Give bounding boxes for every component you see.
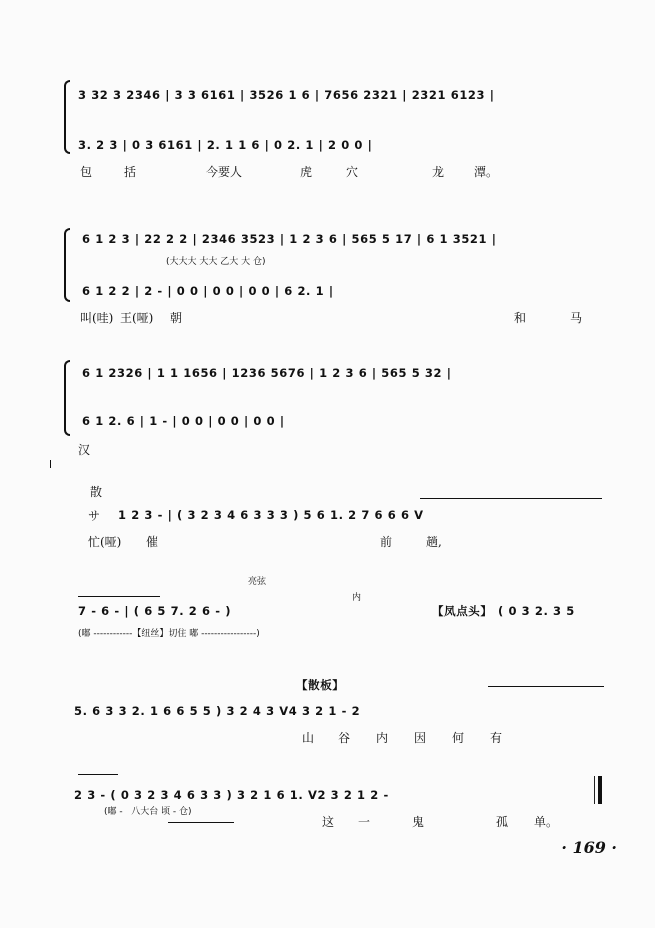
- system2-percussion: (大大大 大大 乙大 大 仓): [166, 257, 266, 267]
- sanban-slur: [488, 686, 604, 687]
- final-barline-thin: [594, 776, 595, 804]
- system2-lyric-3: 朝: [170, 311, 183, 325]
- last-slur: [78, 774, 118, 775]
- system3-lower-staff: 6 1 2. 6 | 1 - | 0 0 | 0 0 | 0 0 |: [82, 414, 285, 428]
- feng-dian-tou-label: 【凤点头】: [432, 604, 493, 618]
- system1-lower-staff: 3. 2 3 | 0 3 6161 | 2. 1 1 6 | 0 2. 1 | 2 0 0 |: [78, 138, 373, 152]
- last-lyric-1: 这: [322, 815, 335, 829]
- san-notes: 1 2 3 - | ( 3 2 3 4 6 3 3 3 ) 5 6 1. 2 7 6 6 6 V: [118, 508, 424, 522]
- last-notes: 2 3 - ( 0 3 2 3 4 6 3 3 ) 3 2 1 6 1. V2 3 2 1 2 -: [74, 788, 389, 802]
- san-label: 散: [90, 485, 103, 499]
- system1-lyric-3: 今要人: [206, 165, 243, 179]
- system2-lyric-4: 和: [514, 311, 527, 325]
- nei-label: 内: [352, 593, 362, 603]
- system1-lyric-5: 穴: [346, 165, 359, 179]
- sanban-lyric-2: 谷: [338, 731, 351, 745]
- final-barline-thick: [598, 776, 602, 804]
- system3-lyric-1: 汉: [78, 443, 91, 457]
- system2-lower-staff: 6 1 2 2 | 2 - | 0 0 | 0 0 | 0 0 | 6 2. 1 |: [82, 284, 334, 298]
- system1-upper-staff: 3 32 3 2346 | 3 3 6161 | 3526 1 6 | 7656 2321 | 2321 6123 |: [78, 88, 495, 102]
- sanban-label: 【散板】: [296, 678, 345, 692]
- last-lyric-5: 单。: [534, 815, 559, 829]
- page-number: · 169 ·: [561, 838, 617, 857]
- system1-lyric-1: 包: [80, 165, 93, 179]
- sanban-lyric-6: 有: [490, 731, 503, 745]
- liangxian-slur: [78, 596, 160, 597]
- system2-lyric-5: 马: [570, 311, 583, 325]
- system1-lyric-6: 龙: [432, 165, 445, 179]
- last-lyric-4: 孤: [496, 815, 509, 829]
- system2-lyric-1: 叫(哇): [80, 311, 114, 325]
- san-lyric-3: 前: [380, 535, 393, 549]
- liangxian-notes: 7 - 6 - | ( 6 5 7. 2 6 - ): [78, 604, 232, 618]
- sanban-notes: 5. 6 3 3 2. 1 6 6 5 5 ) 3 2 4 3 V4 3 2 1 - 2: [74, 704, 361, 718]
- san-lyric-1: 忙(哑): [88, 535, 122, 549]
- system2-brace: [64, 228, 70, 302]
- sanban-lyric-4: 因: [414, 731, 427, 745]
- system1-lyric-7: 潭。: [474, 165, 499, 179]
- last-lyric-2: 一: [358, 815, 371, 829]
- system1-lyric-2: 括: [124, 165, 137, 179]
- system2-upper-staff: 6 1 2 3 | 22 2 2 | 2346 3523 | 1 2 3 6 | 565 5 17 | 6 1 3521 |: [82, 232, 497, 246]
- system3-brace: [64, 360, 70, 436]
- system3-upper-staff: 6 1 2326 | 1 1 1656 | 1236 5676 | 1 2 3 6 | 565 5 32 |: [82, 366, 452, 380]
- niusi-dashed-line: (嘟 ------------【纽丝】切住 嘟 -----------------): [78, 629, 260, 639]
- sanban-lyric-3: 内: [376, 731, 389, 745]
- tick-mark: [50, 460, 51, 468]
- system2-lyric-2: 王(哑): [120, 311, 154, 325]
- liangxian-label: 亮弦: [248, 577, 267, 587]
- sa-label: サ: [88, 509, 101, 523]
- feng-dian-tou-notes: ( 0 3 2. 3 5: [498, 604, 575, 618]
- system1-brace: [64, 80, 70, 154]
- san-lyric-2: 催: [146, 535, 159, 549]
- san-phrase-slur: [420, 498, 602, 499]
- system1-lyric-4: 虎: [300, 165, 313, 179]
- sanban-lyric-1: 山: [302, 731, 315, 745]
- last-lyric-3: 鬼: [412, 815, 425, 829]
- last-percussion: (嘟 - 八大台 顷 - 仓): [104, 807, 192, 817]
- sanban-lyric-5: 何: [452, 731, 465, 745]
- san-lyric-4: 趟,: [426, 535, 442, 549]
- badatai-underline: [168, 822, 234, 823]
